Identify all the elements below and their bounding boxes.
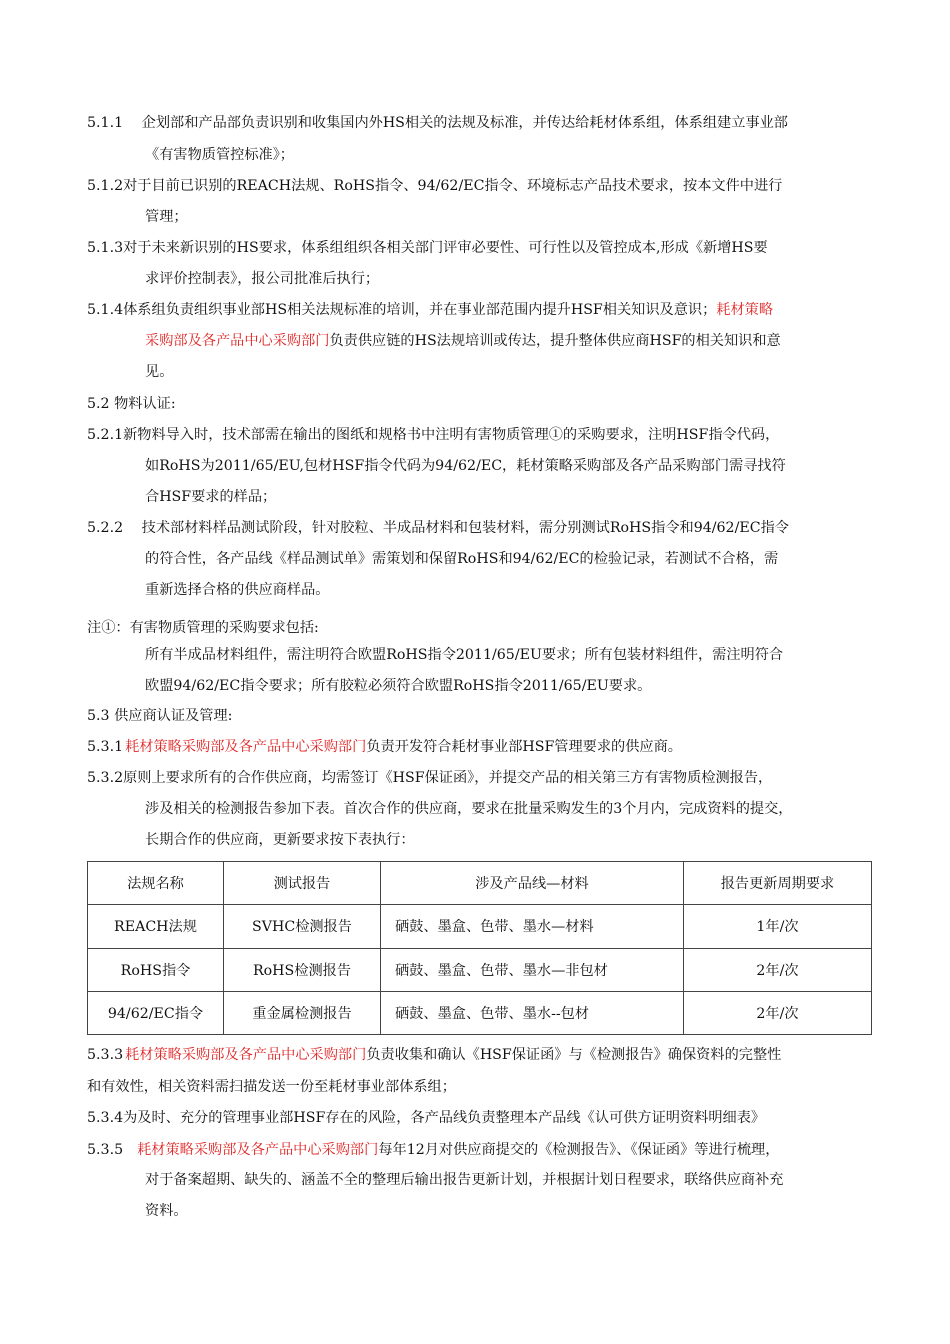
highlight-dept: 耗材策略采购部及各产品中心采购部门 bbox=[137, 1142, 379, 1158]
table-row bbox=[88, 905, 872, 948]
para-5-3-5-line3: 资料。 bbox=[145, 1203, 188, 1219]
para-5-3-4: 5.3.4为及时、充分的管理事业部HSF存在的风险，各产品线负责整理本产品线《认可供方证明资料明细表》 bbox=[87, 1110, 766, 1126]
note-line1: 所有半成品材料组件，需注明符合欧盟RoHS指令2011/65/EU要求；所有包装材料组件，需注明符合 bbox=[145, 647, 784, 663]
table-cell: 硒鼓、墨盒、色带、墨水—非包材 bbox=[381, 948, 684, 991]
table-cell: RoHS指令 bbox=[88, 948, 224, 991]
table-cell: 硒鼓、墨盒、色带、墨水--包材 bbox=[381, 991, 684, 1034]
clause-number: 5.3.1 bbox=[87, 739, 124, 755]
highlight-dept: 采购部及各产品中心采购部门 bbox=[145, 333, 330, 349]
para-5-3-2-line3: 长期合作的供应商，更新要求按下表执行： bbox=[145, 832, 415, 848]
table-cell: 重金属检测报告 bbox=[224, 991, 381, 1034]
para-5-2-1-line3: 合HSF要求的样品； bbox=[145, 489, 277, 505]
clause-number: 5.2.2 bbox=[87, 520, 124, 536]
highlight-dept: 耗材策略采购部及各产品中心采购部门 bbox=[125, 1047, 367, 1063]
table-header-cell: 报告更新周期要求 bbox=[684, 862, 872, 905]
clause-text: 每年12月对供应商提交的《检测报告》、《保证函》等进行梳理， bbox=[378, 1142, 780, 1158]
para-5-1-1-line1 bbox=[87, 113, 788, 133]
para-5-3-1 bbox=[87, 737, 682, 757]
clause-number: 5.1.1 bbox=[87, 115, 124, 131]
para-5-3-3-line2: 和有效性，相关资料需扫描发送一份至耗材事业部体系组； bbox=[87, 1079, 456, 1095]
clause-text: 5.1.4体系组负责组织事业部HS相关法规标准的培训，并在事业部范围内提升HSF相关知识及意识； bbox=[87, 302, 717, 318]
para-5-3-2-line1: 5.3.2原则上要求所有的合作供应商，均需签订《HSF保证函》，并提交产品的相关第三方有害物质检测报告， bbox=[87, 770, 773, 786]
para-5-3-5-line1 bbox=[87, 1140, 779, 1160]
para-5-2-2-line3: 重新选择合格的供应商样品。 bbox=[145, 582, 330, 598]
para-5-1-3-line1: 5.1.3对于未来新识别的HS要求，体系组组织各相关部门评审必要性、可行性以及管控成本,形成《新增HS要 bbox=[87, 240, 768, 256]
table-cell: 硒鼓、墨盒、色带、墨水—材料 bbox=[381, 905, 684, 948]
clause-number: 5.3.3 bbox=[87, 1047, 124, 1063]
table-cell: RoHS检测报告 bbox=[224, 948, 381, 991]
table-header-row bbox=[88, 862, 872, 905]
section-5-3-heading: 5.3 供应商认证及管理: bbox=[87, 708, 233, 724]
para-5-1-2-line1: 5.1.2对于目前已识别的REACH法规、RoHS指令、94/62/EC指令、环境标志产品技术要求，按本文件中进行 bbox=[87, 178, 783, 194]
highlight-dept: 耗材策略 bbox=[716, 302, 774, 318]
highlight-dept: 耗材策略采购部及各产品中心采购部门 bbox=[125, 739, 367, 755]
section-5-2-heading: 5.2 物料认证: bbox=[87, 396, 176, 412]
para-5-3-2-line2: 涉及相关的检测报告参加下表。首次合作的供应商，要求在批量采购发生的3个月内，完成资料的提交， bbox=[145, 801, 793, 817]
para-5-3-5-line2: 对于备案超期、缺失的、涵盖不全的整理后输出报告更新计划，并根据计划日程要求，联络供应商补充 bbox=[145, 1172, 784, 1188]
table-cell: REACH法规 bbox=[88, 905, 224, 948]
note-line2: 欧盟94/62/EC指令要求；所有胶粒必须符合欧盟RoHS指令2011/65/EU要求。 bbox=[145, 678, 652, 694]
table-cell: 2年/次 bbox=[684, 991, 872, 1034]
para-5-1-4-line3: 见。 bbox=[145, 364, 174, 380]
note-title: 注①：有害物质管理的采购要求包括: bbox=[87, 620, 319, 636]
clause-text: 负责收集和确认《HSF保证函》与《检测报告》确保资料的完整性 bbox=[366, 1047, 782, 1063]
para-5-2-1-line2: 如RoHS为2011/65/EU,包材HSF指令代码为94/62/EC，耗材策略采购部及各产品采购部门需寻找符 bbox=[145, 458, 786, 474]
clause-text: 技术部材料样品测试阶段，针对胶粒、半成品材料和包装材料，需分别测试RoHS指令和94/62/EC指令 bbox=[141, 520, 789, 536]
table-header-cell: 测试报告 bbox=[224, 862, 381, 905]
table-row bbox=[88, 948, 872, 991]
table-header-cell: 法规名称 bbox=[88, 862, 224, 905]
clause-text: 负责供应链的HS法规培训或传达，提升整体供应商HSF的相关知识和意 bbox=[329, 333, 781, 349]
para-5-2-2-line1 bbox=[87, 518, 789, 538]
table-cell: 94/62/EC指令 bbox=[88, 991, 224, 1034]
para-5-3-3-line1 bbox=[87, 1045, 781, 1065]
para-5-2-2-line2: 的符合性，各产品线《样品测试单》需策划和保留RoHS和94/62/EC的检验记录，若测试不合格，需 bbox=[145, 551, 779, 567]
para-5-1-1-line2: 《有害物质管控标准》； bbox=[145, 147, 294, 163]
table-cell: SVHC检测报告 bbox=[224, 905, 381, 948]
para-5-2-1-line1: 5.2.1新物料导入时，技术部需在输出的图纸和规格书中注明有害物质管理①的采购要求，注明HSF指令代码， bbox=[87, 427, 780, 443]
clause-number: 5.3.5 bbox=[87, 1142, 124, 1158]
para-5-1-4-line1 bbox=[87, 300, 773, 320]
table-cell: 1年/次 bbox=[684, 905, 872, 948]
clause-text: 负责开发符合耗材事业部HSF管理要求的供应商。 bbox=[366, 739, 682, 755]
hsf-report-table bbox=[87, 861, 872, 1035]
table-row bbox=[88, 991, 872, 1034]
clause-text: 企划部和产品部负责识别和收集国内外HS相关的法规及标准，并传达给耗材体系组，体系组建立事业部 bbox=[141, 115, 788, 131]
para-5-1-3-line2: 求评价控制表》，报公司批准后执行； bbox=[145, 271, 380, 287]
para-5-1-2-line2: 管理； bbox=[145, 209, 188, 225]
table-header-cell: 涉及产品线—材料 bbox=[381, 862, 684, 905]
table-cell: 2年/次 bbox=[684, 948, 872, 991]
para-5-1-4-line2 bbox=[145, 331, 781, 351]
